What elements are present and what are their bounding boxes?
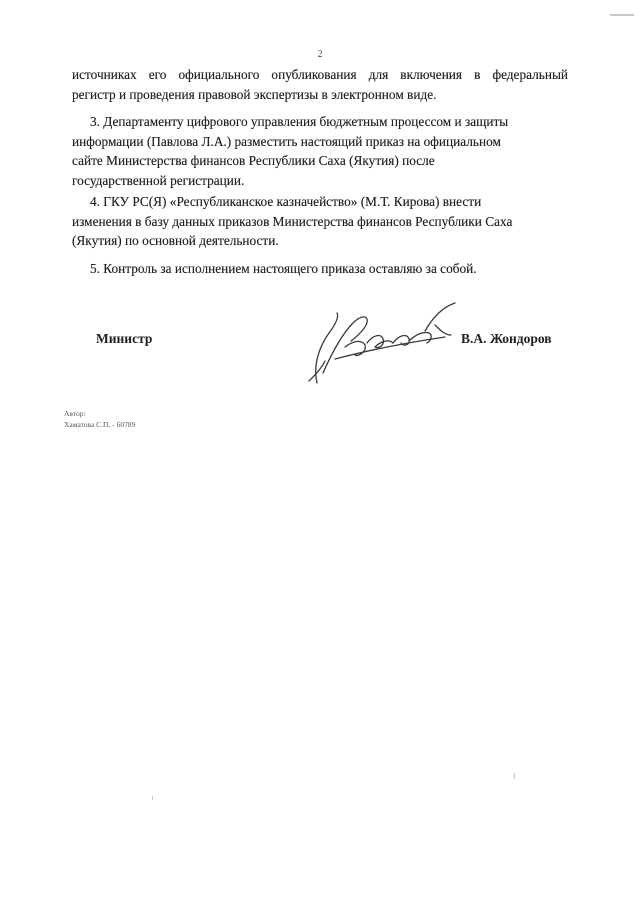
paragraph-line: 4. ГКУ РС(Я) «Республиканское казначейство» (М.Т. Кирова) внести [90,194,482,209]
page-number: 2 [317,49,323,60]
paragraph-line: сайте Министерства финансов Республики Саха (Якутия) после [72,153,435,168]
signature-block [0,325,640,385]
paragraph-line: 5. Контроль за исполнением настоящего приказа оставляю за собой. [90,261,477,276]
scan-artifact [514,773,515,779]
paragraph-line: изменения в базу данных приказов Министерства финансов Республики Саха [72,213,513,229]
handwritten-signature [295,295,465,390]
author-note [64,408,135,430]
scan-artifact [152,796,153,800]
paragraph-line: информации (Павлова Л.А.) разместить настоящий приказ на официальном [72,133,501,149]
signer-position: Министр [96,331,153,346]
paragraph-line: государственной регистрации. [72,172,245,188]
author-label: Автор: [64,409,86,418]
paragraph-line: 3. Департаменту цифрового управления бюджетным процессом и защиты [90,114,509,129]
paragraph-item-3 [72,112,568,190]
paragraph-line: регистр и проведения правовой экспертизы в электронном виде. [72,86,437,102]
paragraph-item-5 [72,259,568,279]
paragraph-continuation [72,65,568,104]
paragraph-item-4 [72,192,568,251]
author-value: Хаматова С.П. - 60789 [64,420,136,429]
signer-name: В.А. Жондоров [461,331,552,346]
scan-artifact [610,14,634,16]
paragraph-line: источниках его официального опубликования для включения в федеральный [72,67,568,82]
paragraph-line: (Якутия) по основной деятельности. [72,233,279,248]
